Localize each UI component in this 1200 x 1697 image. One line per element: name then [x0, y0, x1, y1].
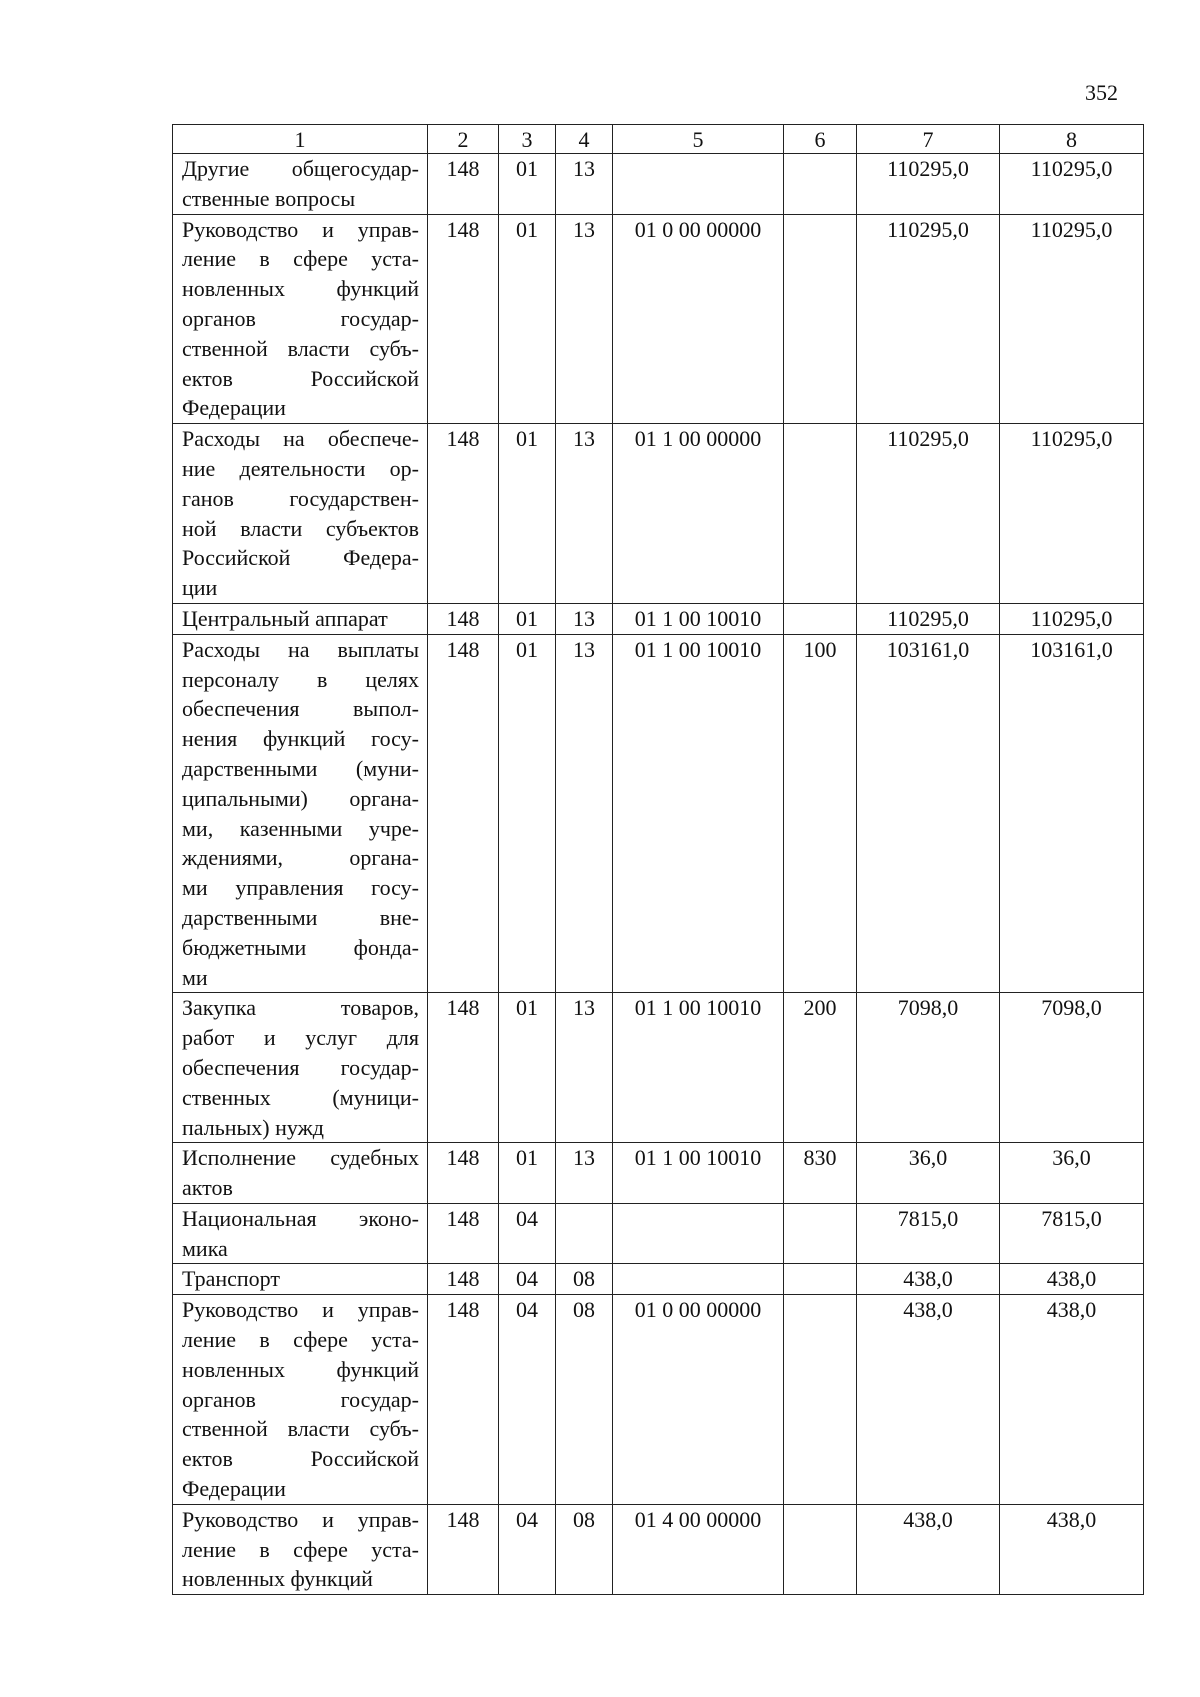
item-name-cell: [173, 1203, 428, 1264]
expense-type-cell: [784, 214, 857, 424]
item-name-line: дарственными (муни-: [182, 755, 419, 781]
section-cell: 01: [499, 993, 556, 1143]
amount-cell-year-2: 110295,0: [1000, 603, 1144, 634]
amount-cell-year-1: 110295,0: [857, 424, 1000, 604]
expense-type-cell: [784, 1264, 857, 1295]
subsection-cell: 08: [556, 1504, 613, 1594]
item-name-line: Закупка товаров,: [182, 995, 419, 1021]
subsection-cell: 13: [556, 154, 613, 215]
amount-cell-year-1: 36,0: [857, 1143, 1000, 1204]
item-name-line: ми: [182, 964, 208, 990]
section-cell: 01: [499, 1143, 556, 1204]
amount-cell-year-1: 7098,0: [857, 993, 1000, 1143]
budget-table: [172, 124, 1144, 1595]
item-name-line: ципальными) органа-: [182, 785, 419, 811]
item-name-line: новленных функций: [182, 1356, 419, 1382]
code-cell: 148: [428, 154, 499, 215]
table-row: [173, 603, 1144, 634]
item-name-line: Руководство и управ-: [182, 1506, 419, 1532]
section-cell: 04: [499, 1264, 556, 1295]
expense-type-cell: 100: [784, 634, 857, 993]
table-row: [173, 214, 1144, 424]
item-name-cell: [173, 993, 428, 1143]
item-name-line: ганов государствен-: [182, 485, 419, 511]
subsection-cell: 13: [556, 634, 613, 993]
subsection-cell: 13: [556, 603, 613, 634]
code-cell: 148: [428, 1203, 499, 1264]
item-name-line: бюджетными фонда-: [182, 934, 419, 960]
code-cell: 148: [428, 993, 499, 1143]
amount-cell-year-2: 36,0: [1000, 1143, 1144, 1204]
item-name-line: ми управления госу-: [182, 875, 419, 901]
target-item-cell: 01 0 00 00000: [613, 214, 784, 424]
header-cell-2: 2: [428, 125, 499, 154]
code-cell: 148: [428, 1295, 499, 1505]
expense-type-cell: [784, 154, 857, 215]
code-cell: 148: [428, 424, 499, 604]
item-name-line: ственной власти субъ-: [182, 1416, 419, 1442]
item-name-line: Руководство и управ-: [182, 1297, 419, 1323]
header-cell-4: 4: [556, 125, 613, 154]
amount-cell-year-2: 438,0: [1000, 1295, 1144, 1505]
section-cell: 01: [499, 634, 556, 993]
table-row: [173, 1203, 1144, 1264]
table-row: [173, 154, 1144, 215]
item-name-cell: [173, 1264, 428, 1295]
code-cell: 148: [428, 603, 499, 634]
item-name-line: ектов Российской: [182, 365, 419, 391]
code-cell: 148: [428, 1504, 499, 1594]
section-cell: 01: [499, 424, 556, 604]
item-name-line: дарственными вне-: [182, 904, 419, 930]
budget-table-body: [173, 125, 1144, 1595]
item-name-line: ние деятельности ор-: [182, 455, 419, 481]
code-cell: 148: [428, 634, 499, 993]
item-name-line: ной власти субъектов: [182, 515, 419, 541]
subsection-cell: 13: [556, 993, 613, 1143]
item-name-line: ственной власти субъ-: [182, 335, 419, 361]
table-row: [173, 424, 1144, 604]
item-name-cell: [173, 214, 428, 424]
item-name-line: мика: [182, 1235, 228, 1261]
item-name-line: Федерации: [182, 1476, 286, 1502]
subsection-cell: 13: [556, 1143, 613, 1204]
expense-type-cell: [784, 1295, 857, 1505]
item-name-line: новленных функций: [182, 276, 419, 302]
section-cell: 04: [499, 1504, 556, 1594]
item-name-line: Исполнение судебных: [182, 1145, 419, 1171]
section-cell: 01: [499, 214, 556, 424]
expense-type-cell: 200: [784, 993, 857, 1143]
subsection-cell: 08: [556, 1295, 613, 1505]
expense-type-cell: [784, 1504, 857, 1594]
expense-type-cell: [784, 424, 857, 604]
item-name-cell: [173, 1295, 428, 1505]
item-name-cell: [173, 424, 428, 604]
target-item-cell: 01 1 00 00000: [613, 424, 784, 604]
item-name-line: новленных функций: [182, 1566, 373, 1592]
table-header-row: [173, 125, 1144, 154]
item-name-line: Центральный аппарат: [182, 605, 388, 631]
item-name-line: ление в сфере уста-: [182, 1536, 419, 1562]
header-cell-1: 1: [173, 125, 428, 154]
section-cell: 01: [499, 603, 556, 634]
amount-cell-year-2: 438,0: [1000, 1504, 1144, 1594]
target-item-cell: 01 1 00 10010: [613, 1143, 784, 1204]
expense-type-cell: [784, 1203, 857, 1264]
code-cell: 148: [428, 214, 499, 424]
item-name-line: ектов Российской: [182, 1446, 419, 1472]
amount-cell-year-2: 438,0: [1000, 1264, 1144, 1295]
item-name-line: Расходы на выплаты: [182, 636, 419, 662]
item-name-line: ление в сфере уста-: [182, 1327, 419, 1353]
item-name-line: нения функций госу-: [182, 726, 419, 752]
item-name-cell: [173, 634, 428, 993]
item-name-line: персоналу в целях: [182, 666, 419, 692]
table-row: [173, 993, 1144, 1143]
item-name-line: обеспечения выпол-: [182, 696, 419, 722]
item-name-cell: [173, 1504, 428, 1594]
item-name-line: ждениями, органа-: [182, 845, 419, 871]
section-cell: 04: [499, 1203, 556, 1264]
item-name-line: Другие общегосудар-: [182, 156, 419, 181]
item-name-line: Федерации: [182, 395, 286, 421]
subsection-cell: 13: [556, 424, 613, 604]
table-row: [173, 1504, 1144, 1594]
expense-type-cell: 830: [784, 1143, 857, 1204]
amount-cell-year-1: 110295,0: [857, 154, 1000, 215]
item-name-line: актов: [182, 1175, 233, 1201]
header-cell-5: 5: [613, 125, 784, 154]
target-item-cell: [613, 1264, 784, 1295]
table-row: [173, 1143, 1144, 1204]
target-item-cell: [613, 154, 784, 215]
code-cell: 148: [428, 1264, 499, 1295]
header-cell-3: 3: [499, 125, 556, 154]
amount-cell-year-2: 110295,0: [1000, 214, 1144, 424]
amount-cell-year-2: 103161,0: [1000, 634, 1144, 993]
subsection-cell: [556, 1203, 613, 1264]
amount-cell-year-1: 438,0: [857, 1504, 1000, 1594]
item-name-line: Транспорт: [182, 1266, 281, 1292]
target-item-cell: 01 0 00 00000: [613, 1295, 784, 1505]
target-item-cell: [613, 1203, 784, 1264]
table-row: [173, 634, 1144, 993]
item-name-line: пальных) нужд: [182, 1114, 325, 1140]
target-item-cell: 01 1 00 10010: [613, 993, 784, 1143]
subsection-cell: 08: [556, 1264, 613, 1295]
item-name-line: Российской Федера-: [182, 545, 419, 571]
item-name-line: работ и услуг для: [182, 1025, 419, 1051]
code-cell: 148: [428, 1143, 499, 1204]
item-name-line: ции: [182, 575, 218, 601]
amount-cell-year-1: 7815,0: [857, 1203, 1000, 1264]
item-name-line: ление в сфере уста-: [182, 246, 419, 272]
item-name-line: ственные вопросы: [182, 185, 356, 211]
item-name-line: органов государ-: [182, 305, 419, 331]
item-name-line: обеспечения государ-: [182, 1054, 419, 1080]
item-name-cell: [173, 603, 428, 634]
item-name-line: Национальная эконо-: [182, 1205, 419, 1231]
amount-cell-year-1: 438,0: [857, 1295, 1000, 1505]
amount-cell-year-2: 7815,0: [1000, 1203, 1144, 1264]
amount-cell-year-2: 7098,0: [1000, 993, 1144, 1143]
expense-type-cell: [784, 603, 857, 634]
target-item-cell: 01 1 00 10010: [613, 634, 784, 993]
item-name-cell: [173, 154, 428, 215]
amount-cell-year-1: 438,0: [857, 1264, 1000, 1295]
amount-cell-year-1: 110295,0: [857, 214, 1000, 424]
amount-cell-year-1: 103161,0: [857, 634, 1000, 993]
amount-cell-year-2: 110295,0: [1000, 154, 1144, 215]
item-name-line: Расходы на обеспече-: [182, 426, 419, 452]
item-name-line: ми, казенными учре-: [182, 815, 419, 841]
target-item-cell: 01 1 00 10010: [613, 603, 784, 634]
item-name-cell: [173, 1143, 428, 1204]
amount-cell-year-2: 110295,0: [1000, 424, 1144, 604]
subsection-cell: 13: [556, 214, 613, 424]
table-row: [173, 1295, 1144, 1505]
item-name-line: органов государ-: [182, 1386, 419, 1412]
amount-cell-year-1: 110295,0: [857, 603, 1000, 634]
header-cell-8: 8: [1000, 125, 1144, 154]
table-row: [173, 1264, 1144, 1295]
item-name-line: ственных (муници-: [182, 1084, 419, 1110]
section-cell: 01: [499, 154, 556, 215]
page-number: 352: [1085, 80, 1118, 105]
item-name-line: Руководство и управ-: [182, 216, 419, 242]
header-cell-6: 6: [784, 125, 857, 154]
target-item-cell: 01 4 00 00000: [613, 1504, 784, 1594]
header-cell-7: 7: [857, 125, 1000, 154]
section-cell: 04: [499, 1295, 556, 1505]
